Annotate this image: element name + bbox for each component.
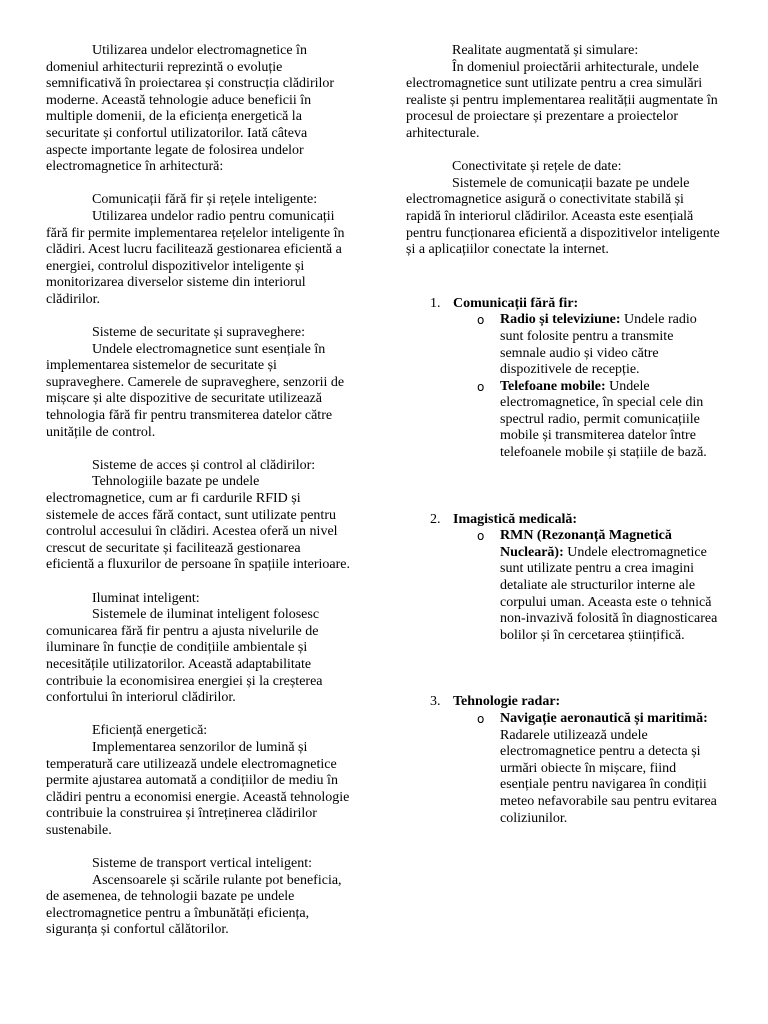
- list-item-title: Comunicații fără fir:: [453, 295, 579, 311]
- sub-list: [453, 528, 722, 644]
- sub-list-item: [453, 528, 722, 644]
- section-smart-lighting: [46, 591, 350, 707]
- sub-item-text: Undele electromagnetice, în special cele din spectrul radio, permit comunicațiile mobile și transmiterea datelor între telefoanele mobile și stațiile de bază.: [500, 378, 707, 461]
- circle-bullet-icon: o: [477, 712, 485, 726]
- section-heading: Eficiență energetică:: [92, 723, 208, 739]
- sub-list-item: [453, 379, 722, 462]
- sub-item-term: Telefoane mobile:: [500, 378, 606, 394]
- list-item-radar: [406, 694, 722, 827]
- list-number: 1.: [430, 295, 441, 311]
- section-heading: Sisteme de transport vertical inteligent:: [92, 856, 313, 872]
- list-item-medical-imaging: [406, 512, 722, 645]
- sub-item-text: Undele electromagnetice sunt utilizate pentru a crea imagini detaliate ale structurilor interne ale corpului uman. Aceasta este o tehnică non-invazivă folosită în diagnosticarea bolilor și în cercetarea științifică.: [500, 544, 718, 643]
- section-body: Ascensoarele și scările rulante pot beneficia, de asemenea, de tehnologii bazate pe undele electromagnetice pentru a îmbunătăți eficiența, siguranța și confortul călătorilor.: [46, 872, 342, 938]
- sub-item-term: Navigație aeronautică și maritimă:: [500, 711, 708, 726]
- sub-item-term: Radio și televiziune:: [500, 312, 621, 328]
- section-body: În domeniul proiectării arhitecturale, undele electromagnetice sunt utilizate pentru a crea simulări realiste și pentru implementarea realității augmentate în procesul de proiectare și prezentare a proiectelor arhitecturale.: [406, 59, 718, 141]
- section-access-control: [46, 458, 350, 574]
- section-security: [46, 325, 350, 441]
- section-body: Utilizarea undelor radio pentru comunicații fără fir permite implementarea rețelelor inteligente în clădiri. Acest lucru facilitează gestionarea eficientă a energiei, controlul dispozitivelor inteligente și monitorizarea diverselor sisteme din interiorul clădirilor.: [46, 208, 345, 307]
- section-heading: Comunicații fără fir și rețele inteligente:: [92, 192, 318, 208]
- section-heading: Sisteme de securitate și supraveghere:: [92, 325, 306, 341]
- section-body: Implementarea senzorilor de lumină și temperatură care utilizează undele electromagnetice permite ajustarea automată a condițiilor de mediu în clădiri pentru a economisi energie. Această tehnologie contribuie la construirea și întreținerea clădirilor sustenabile.: [46, 739, 350, 838]
- sub-item-term: RMN (Rezonanță Magnetică Nucleară):: [500, 528, 672, 560]
- list-item-wireless: [406, 296, 722, 462]
- section-wireless-networks: [46, 192, 350, 308]
- list-item-title: Imagistică medicală:: [453, 511, 578, 527]
- list-number: 2.: [430, 511, 441, 527]
- section-body: Tehnologiile bazate pe undele electromagnetice, cum ar fi cardurile RFID și sistemele de acces fără contact, sunt utilizate pentru controlul accesului în clădiri. Acestea oferă un nivel crescut de securitate și facilitează gestionarea eficientă a fluxurilor de persoane în spațiile interioare.: [46, 474, 350, 573]
- section-heading: Realitate augmentată și simulare:: [452, 43, 639, 58]
- sub-list: [453, 711, 722, 827]
- sub-list-item: [453, 711, 722, 827]
- circle-bullet-icon: o: [477, 529, 485, 544]
- section-augmented-reality: [406, 43, 722, 143]
- section-vertical-transport: [46, 856, 350, 939]
- section-body: Sistemele de comunicații bazate pe undele electromagnetice asigură o conectivitate stabilă și rapidă în interiorul clădirilor. Aceasta este esențială pentru funcționarea eficientă a dispozitivelor inteligente și a aplicațiilor conectate la internet.: [406, 175, 720, 258]
- sub-list-item: [453, 312, 722, 378]
- left-column: [46, 43, 350, 939]
- section-connectivity: [406, 159, 722, 259]
- circle-bullet-icon: o: [477, 313, 485, 328]
- section-body: Undele electromagnetice sunt esențiale în implementarea sistemelor de securitate și supraveghere. Camerele de supraveghere, senzorii de mișcare și alte dispozitive de securitate utilizează tehnologia fără fir pentru transmiterea datelor către unitățile de control.: [46, 341, 345, 440]
- section-heading: Iluminat inteligent:: [92, 590, 200, 606]
- sub-item-text: Radarele utilizează undele electromagnetice pentru a detecta și urmări obiecte în mișcare, fiind esențiale pentru navigarea în condiții meteo nefavorabile sau pentru evitarea coliziunilor.: [500, 727, 717, 826]
- intro-paragraph: Utilizarea undelor electromagnetice în domeniul arhitecturii reprezintă o evoluție semnificativă în proiectarea și construcția clădirilor moderne. Această tehnologie aduce beneficii în multiple domenii, de la eficiența energetică la securitate și confortul utilizatorilor. Iată câteva aspecte importante legate de folosirea undelor electromagnetice în arhitectură:: [46, 43, 335, 175]
- numbered-list: [406, 296, 722, 827]
- sub-item-text: Undele radio sunt folosite pentru a transmite semnale audio și video către dispozitivele de recepție.: [500, 312, 697, 378]
- list-number: 3.: [430, 694, 441, 710]
- section-energy-efficiency: [46, 723, 350, 839]
- section-heading: Sisteme de acces și control al clădirilor:: [92, 457, 316, 473]
- right-column: [406, 43, 722, 827]
- list-item-title: Tehnologie radar:: [453, 694, 561, 710]
- section-body: Sistemele de iluminat inteligent folosesc comunicarea fără fir pentru a ajusta nivelurile de iluminare în funcție de condițiile ambientale și necesitățile utilizatorilor. Această adaptabilitate contribuie la economisirea energiei și la creșterea confortului în interiorul clădirilor.: [46, 607, 323, 706]
- sub-list: [453, 312, 722, 461]
- section-heading: Conectivitate și rețele de date:: [452, 159, 622, 175]
- circle-bullet-icon: o: [477, 379, 485, 394]
